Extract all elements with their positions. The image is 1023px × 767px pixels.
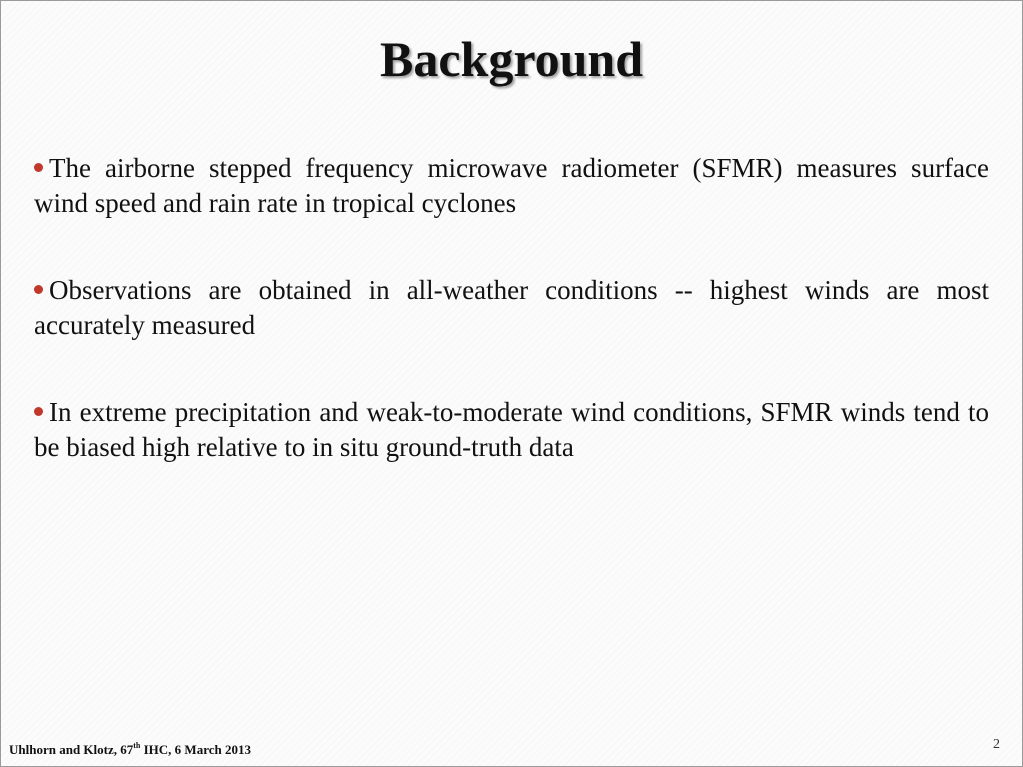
bullet-dot-icon	[34, 407, 43, 416]
footer-suffix: IHC, 6 March 2013	[140, 742, 251, 757]
bullet-item	[34, 395, 989, 465]
slide-title: Background	[379, 31, 644, 87]
page-number: 2	[993, 737, 1000, 752]
bullet-text: The airborne stepped frequency microwave radiometer (SFMR) measures surface wind speed and rain rate in tropical cyclones	[34, 153, 989, 218]
bullet-item	[34, 273, 989, 343]
footer-prefix: Uhlhorn and Klotz, 67	[9, 742, 134, 757]
footer-citation	[9, 741, 251, 758]
bullet-list	[34, 151, 989, 517]
bullet-text: In extreme precipitation and weak-to-moderate wind conditions, SFMR winds tend to be biased high relative to in situ ground-truth data	[34, 397, 989, 462]
bullet-item	[34, 151, 989, 221]
bullet-dot-icon	[34, 163, 43, 172]
bullet-dot-icon	[34, 285, 43, 294]
footer-ordinal: th	[133, 741, 141, 750]
bullet-text: Observations are obtained in all-weather conditions -- highest winds are most accurately measured	[34, 275, 989, 340]
